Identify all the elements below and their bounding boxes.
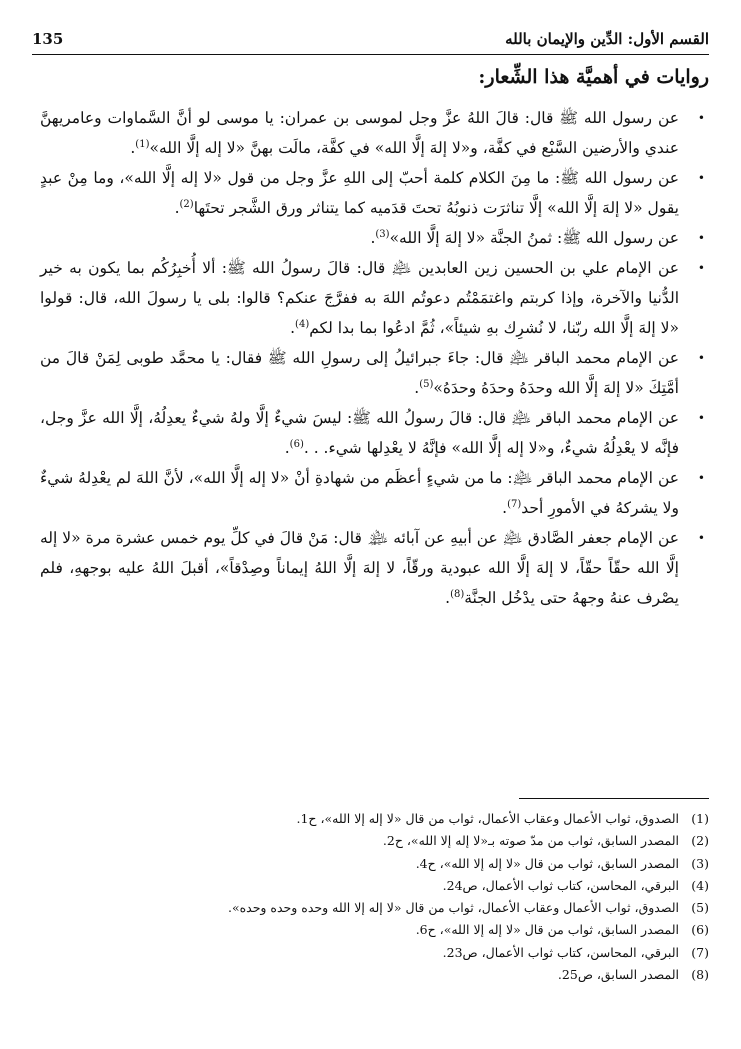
narration-item: • عن رسول الله ﷺ قال: قالَ اللهُ عزَّ وجل لموسى بن عمران: يا موسى لو أنَّ السَّماوات وعامريهنَّ عندي والأرضين السَّبْع في كفَّة، و«لا إلهَ إلَّا الله» في كفَّة، مالَت بهنَّ «لا إله إلَّا الله»$^{(1)}$. (40, 103, 709, 163)
footnote-text: المصدر السابق، ثواب من قال «لا إله إلا الله»، ح6. (415, 922, 679, 938)
page-number: 135 (32, 30, 64, 48)
footnote (32, 875, 709, 897)
narration-text: عن الإمام علي بن الحسين زين العابدين ﵇ قال: قالَ رسولُ الله ﷺ: ألا أُخبِرُكُم بما يكون به خير الدُّنيا والآخرة، وإذا كربتم واغتمَمْتُم دعوتُم اللهَ به ففرَّجَ عنكم؟ قالوا: بلى يا رسولَ الله، قال: قولوا «لا إلهَ إلَّا الله ربّنا، لا نُشرِك بهِ شيئاً»، ثُمَّ ادعُوا بما بدا لكم (40, 259, 679, 337)
bullet: • (697, 171, 705, 185)
narration-item: • عن رسول الله ﷺ: ثمنُ الجنَّة «لا إلهَ إلَّا الله»$^{(3)}$. (40, 223, 709, 253)
footnote-number: (3) (691, 855, 709, 871)
footnote-number: (6) (691, 922, 709, 938)
footnote-number: (4) (691, 877, 709, 893)
bullet: • (697, 231, 705, 245)
narration-text: عن رسول الله ﷺ قال: قالَ اللهُ عزَّ وجل لموسى بن عمران: يا موسى لو أنَّ السَّماوات وعامريهنَّ عندي والأرضين السَّبْع في كفَّة، و«لا إلهَ إلَّا الله» في كفَّة، مالَت بهنَّ «لا إله إلَّا الله» (40, 109, 679, 157)
footnote-text: الصدوق، ثواب الأعمال وعقاب الأعمال، ثواب من قال «لا إله إلا الله وحده وحده وحده». (227, 900, 679, 916)
footnote-ref[interactable]: (1) (135, 138, 150, 150)
footnote-text: البرقي، المحاسن، كتاب ثواب الأعمال، ص23. (442, 944, 679, 960)
footnote-ref[interactable]: (3) (375, 228, 390, 240)
footnote-number: (7) (691, 944, 709, 960)
running-title: القسم الأول: الدِّين والإيمان بالله (505, 30, 709, 48)
footnote-text: المصدر السابق، ثواب من قال «لا إله إلا الله»، ح4. (415, 855, 679, 871)
footnote-text: المصدر السابق، ثواب من مدّ صوته بـ«لا إله إلا الله»، ح2. (382, 833, 679, 849)
footnote (32, 830, 709, 852)
narration-text: عن الإمام محمد الباقر ﵇ قال: جاءَ جبرائيلُ إلى رسولِ الله ﷺ فقال: يا محمَّد طوبى لِمَنْ قالَ من أمَّتِكَ «لا إلهَ إلَّا الله وحدَهُ وحدَهُ وحدَهُ» (40, 349, 679, 397)
narration-item: • عن رسول الله ﷺ: ما مِنَ الكلام كلمة أحبّ إلى اللهِ عزَّ وجل من قول «لا إله إلَّا الله»، وما مِنْ عبدٍ يقول «لا إلهَ إلَّا الله» إلَّا تناثرَت ذنوبُهُ تحتَ قدَميه كما يتناثر ورق الشَّجر تحتَها$^{(2)}$. (40, 163, 709, 223)
footnote (32, 808, 709, 830)
bullet: • (697, 261, 705, 275)
footnote-text: المصدر السابق، ص25. (557, 967, 679, 983)
footnote (32, 964, 709, 986)
bullet: • (697, 411, 705, 425)
footnote-number: (2) (691, 833, 709, 849)
narration-item: • عن الإمام علي بن الحسين زين العابدين ﵇ قال: قالَ رسولُ الله ﷺ: ألا أُخبِرُكُم بما يكون به خير الدُّنيا والآخرة، وإذا كربتم واغتمَمْتُم دعوتُم اللهَ به ففرَّجَ عنكم؟ قالوا: بلى يا رسولَ الله، قال: قولوا «لا إلهَ إلَّا الله ربّنا، لا نُشرِك بهِ شيئاً»، ثُمَّ ادعُوا بما بدا لكم$^{(4)}$. (40, 253, 709, 343)
footnote-ref[interactable]: (6) (289, 438, 304, 450)
bullet: • (697, 531, 705, 545)
footnote-text: الصدوق، ثواب الأعمال وعقاب الأعمال، ثواب من قال «لا إله إلا الله»، ح1. (296, 811, 679, 826)
bullet: • (697, 351, 705, 365)
footnote-ref[interactable]: (2) (179, 198, 194, 210)
bullet: • (697, 471, 705, 485)
narration-item: • عن الإمام محمد الباقر ﵇ قال: قالَ رسولُ الله ﷺ: ليسَ شيءٌ إلَّا ولهُ شيءٌ يعدِلُهُ، إلَّا الله عزَّ وجل، فإنَّه لا يعْدِلُهُ شيءٌ، و«لا إله إلَّا الله» فإنَّهُ لا يعْدِلها شيء. . .$^{(6)}$. (40, 403, 709, 463)
narration-text: عن رسول الله ﷺ: ثمنُ الجنَّة «لا إلهَ إلَّا الله» (389, 229, 679, 247)
footnote-text: البرقي، المحاسن، كتاب ثواب الأعمال، ص24. (442, 877, 679, 893)
footnote (32, 919, 709, 941)
narrations-list (40, 103, 709, 613)
footnote-ref[interactable]: (5) (419, 378, 434, 390)
footnote-ref[interactable]: (4) (295, 318, 310, 330)
footnote-number: (5) (691, 900, 709, 916)
footnotes-list (32, 808, 709, 986)
narration-text: عن رسول الله ﷺ: ما مِنَ الكلام كلمة أحبّ إلى اللهِ عزَّ وجل من قول «لا إله إلَّا الله»، وما مِنْ عبدٍ يقول «لا إلهَ إلَّا الله» إلَّا تناثرَت ذنوبُهُ تحتَ قدَميه كما يتناثر ورق الشَّجر تحتَها (40, 169, 679, 217)
bullet: • (697, 111, 705, 125)
page-header (32, 24, 709, 55)
narration-item: • عن الإمام محمد الباقر ﵇: ما من شيءٍ أعظَم من شهادةِ أنْ «لا إله إلَّا الله»، لأنَّ اللهَ لم يعْدِلهُ شيءٌ ولا يشركهُ في الأمورِ أحد$^{(7)}$. (40, 463, 709, 523)
narration-item: • عن الإمام محمد الباقر ﵇ قال: جاءَ جبرائيلُ إلى رسولِ الله ﷺ فقال: يا محمَّد طوبى لِمَنْ قالَ من أمَّتِكَ «لا إلهَ إلَّا الله وحدَهُ وحدَهُ وحدَهُ»$^{(5)}$. (40, 343, 709, 403)
narration-text: عن الإمام محمد الباقر ﵇: ما من شيءٍ أعظَم من شهادةِ أنْ «لا إله إلَّا الله»، لأنَّ اللهَ لم يعْدِلهُ شيءٌ ولا يشركهُ في الأمورِ أحد (40, 469, 679, 517)
footnote-ref[interactable]: (8) (450, 588, 465, 600)
section-title: روايات في أهميَّة هذا الشِّعار: (478, 66, 709, 88)
footnote (32, 942, 709, 964)
footnote-number: (8) (691, 967, 709, 983)
narration-item: • عن الإمام جعفر الصَّادق ﵇ عن أبيهِ عن آبائه ﵈ قال: مَنْ قالَ في كلِّ يوم خمس عشرة مرة «لا إله إلَّا الله حقّاً حقّاً، لا إلهَ إلَّا الله عبودية ورقّاً، لا إلهَ إلَّا اللهُ إيماناً وصِدْقاً»، أقبلَ اللهُ عليه بوجههِ، فلم يصْرف عنهُ وجههُ حتى يدْخُل الجنَّة$^{(8)}$. (40, 523, 709, 613)
footnote-ref[interactable]: (7) (507, 498, 522, 510)
footnote-divider (519, 798, 709, 799)
footnote-number: (1) (691, 811, 709, 826)
narration-text: عن الإمام محمد الباقر ﵇ قال: قالَ رسولُ الله ﷺ: ليسَ شيءٌ إلَّا ولهُ شيءٌ يعدِلُهُ، إلَّا الله عزَّ وجل، فإنَّه لا يعْدِلُهُ شيءٌ، و«لا إله إلَّا الله» فإنَّهُ لا يعْدِلها شيء. . . (40, 409, 679, 457)
footnote (32, 853, 709, 875)
footnote (32, 897, 709, 919)
narration-text: عن الإمام جعفر الصَّادق ﵇ عن أبيهِ عن آبائه ﵈ قال: مَنْ قالَ في كلِّ يوم خمس عشرة مرة «لا إله إلَّا الله حقّاً حقّاً، لا إلهَ إلَّا الله عبودية ورقّاً، لا إلهَ إلَّا اللهُ إيماناً وصِدْقاً»، أقبلَ اللهُ عليه بوجههِ، فلم يصْرف عنهُ وجههُ حتى يدْخُل الجنَّة (40, 529, 679, 607)
